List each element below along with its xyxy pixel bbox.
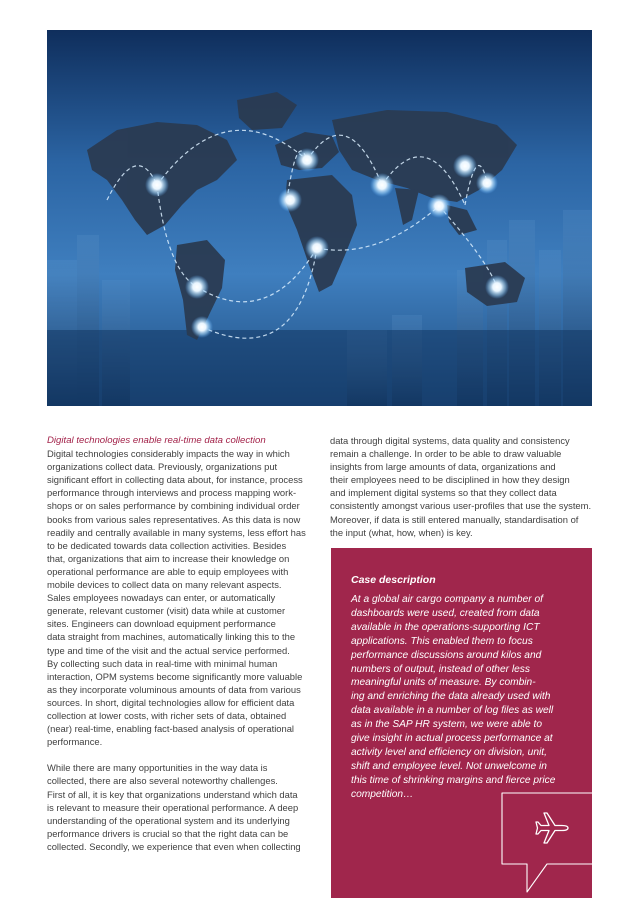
text-line: their employees need to be disciplined in how they design bbox=[330, 474, 570, 486]
text-line: interaction, OPM systems become significantly more valuable bbox=[47, 670, 303, 682]
world-map-illustration bbox=[47, 30, 592, 406]
text-line: organizations collect data. Previously, organizations put bbox=[47, 461, 278, 473]
text-line: Moreover, if data is still entered manually, standardisation of bbox=[330, 513, 579, 525]
text-line: sites. Engineers can download equipment performance bbox=[47, 618, 276, 630]
text-line: While there are many opportunities in the way data is bbox=[47, 762, 268, 774]
text-line: is relevant to measure their operational performance. A deep bbox=[47, 801, 299, 813]
section-heading: Digital technologies enable real-time data collection bbox=[47, 435, 266, 446]
text-line: generate, relevant customer (visit) data while at customer bbox=[47, 605, 286, 617]
case-line: shift and employee level. Not unwelcome in bbox=[351, 760, 547, 772]
case-line: ing and enriching the data already used with bbox=[351, 691, 551, 703]
case-line: performance discussions around kilos and bbox=[351, 649, 542, 661]
case-line: this time of shrinking margins and fierce price bbox=[351, 774, 556, 786]
case-line: give insight in actual process performance at bbox=[351, 733, 553, 745]
right-column bbox=[330, 434, 595, 539]
text-line: Sales employees nowadays can enter, or automatically bbox=[47, 592, 276, 604]
paragraph-2 bbox=[47, 761, 309, 853]
text-line: By collecting such data in real-time with minimal human bbox=[47, 657, 278, 669]
text-line: shops or on sales performance by combining individual order bbox=[47, 500, 300, 512]
text-line: sources. In short, digital technologies allow for efficient data bbox=[47, 696, 295, 708]
text-line: mobile devices to collect data on many relevant aspects. bbox=[47, 579, 282, 591]
case-line: At a global air cargo company a number of bbox=[351, 594, 543, 605]
case-line: available in the operations-supporting ICT bbox=[351, 621, 540, 633]
case-line: dashboards were used, created from data bbox=[351, 607, 540, 619]
text-line: and implement digital systems so that they collect data bbox=[330, 487, 557, 499]
hero-image bbox=[47, 30, 592, 406]
paragraph-gap bbox=[47, 748, 309, 761]
text-line: data through digital systems, data quality and consistency bbox=[330, 435, 570, 446]
text-line: to be dedicated towards data collection activities. Besides bbox=[47, 539, 287, 551]
text-line: collected. Secondly, we experience that even when collecting bbox=[47, 840, 301, 852]
text-line: as they incorporate voluminous amounts of data from various bbox=[47, 683, 301, 695]
text-line: (near) real-time, enabling fact-based analysis of operational bbox=[47, 723, 295, 735]
case-line: applications. This enabled them to focus bbox=[351, 635, 533, 647]
paragraph-1 bbox=[47, 447, 309, 748]
text-line: Digital technologies considerably impacts the way in which bbox=[47, 448, 290, 460]
text-line: the input (what, how, when) is key. bbox=[330, 526, 473, 538]
text-line: books from various sales representatives. As this data is now bbox=[47, 513, 301, 525]
airplane-callout bbox=[501, 788, 592, 898]
text-line: First of all, it is key that organizations understand which data bbox=[47, 788, 298, 800]
text-line: readily and centrally available in many systems, less effort has bbox=[47, 526, 306, 538]
case-line: numbers of output, instead of other less bbox=[351, 663, 530, 675]
case-line: competition… bbox=[351, 788, 414, 800]
text-line: performance drivers is crucial so that the right data can be bbox=[47, 827, 289, 839]
case-line: activity level and efficiency on division, unit, bbox=[351, 746, 547, 758]
text-line: insights from large amounts of data, organizations and bbox=[330, 461, 556, 473]
text-line: significant effort in collecting data about, for instance, process bbox=[47, 474, 303, 486]
text-line: performance. bbox=[47, 736, 103, 748]
left-column bbox=[47, 434, 309, 853]
text-line: collection at lower costs, with richer sets of data, obtained bbox=[47, 709, 287, 721]
case-body bbox=[351, 593, 576, 802]
text-line: understanding of the operational system and its underlying bbox=[47, 814, 290, 826]
text-line: remain a challenge. In order to be able to draw valuable bbox=[330, 448, 562, 460]
text-line: collected, there are also several noteworthy challenges. bbox=[47, 775, 278, 787]
case-description-box bbox=[331, 548, 592, 898]
text-line: consistently amongst various user-profiles that use the system. bbox=[330, 500, 592, 512]
text-line: data straight from machines, automatically linking this to the bbox=[47, 631, 296, 643]
case-title: Case description bbox=[351, 574, 436, 586]
case-line: meaningful units of measure. By combin- bbox=[351, 677, 536, 689]
case-line: as in the SAP HR system, we were able to bbox=[351, 719, 543, 731]
text-line: operational performance are able to equip employees with bbox=[47, 565, 289, 577]
text-line: that, organizations that aim to increase their knowledge on bbox=[47, 552, 290, 564]
text-line: type and time of the visit and the actual service performed. bbox=[47, 644, 290, 656]
text-line: performance through interviews and process mapping work- bbox=[47, 487, 297, 499]
case-line: data available in a number of log files as well bbox=[351, 705, 554, 717]
airplane-icon bbox=[536, 813, 568, 843]
